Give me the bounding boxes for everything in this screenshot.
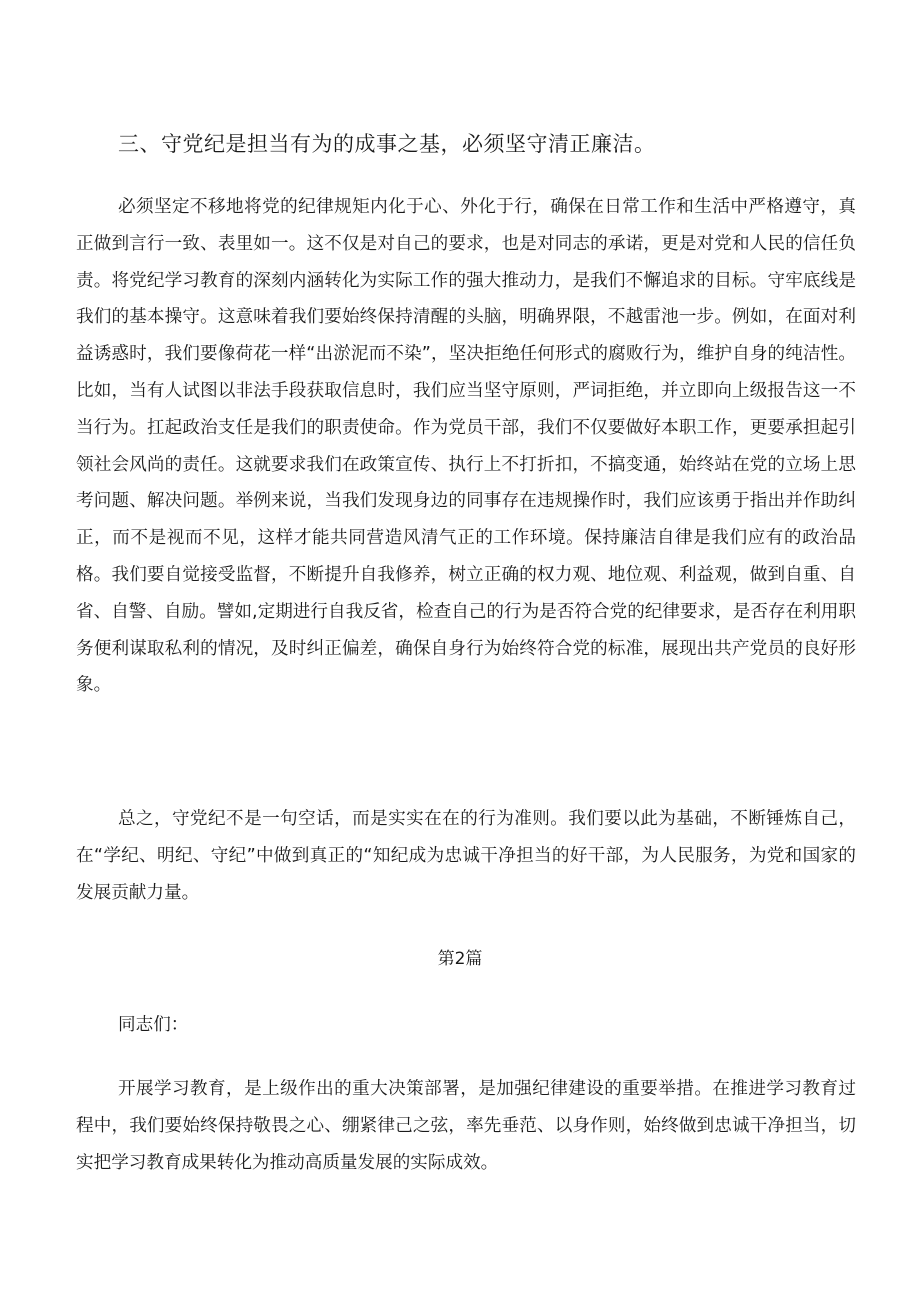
body-paragraph: 必须坚定不移地将党的纪律规矩内化于心、外化于行，确保在日常工作和生活中严格遵守，真正做到言行一致、表里如一。这不仅是对自己的要求，也是对同志的承诺，更是对党和人民的信任负责。将党纪学习教育的深刻内涵转化为实际工作的强大推动力，是我们不懈追求的目标。守牢底线是我们的基本操守。这意味着我们要始终保持清醒的头脑，明确界限，不越雷池一步。例如，在面对利益诱惑时，我们要像荷花一样“出淤泥而不染”，坚决拒绝任何形式的腐败行为，维护自身的纯洁性。比如，当有人试图以非法手段获取信息时，我们应当坚守原则，严词拒绝，并立即向上级报告这一不当行为。扛起政治支任是我们的职责使命。作为党员干部，我们不仅要做好本职工作，更要承担起引领社会风尚的责任。这就要求我们在政策宣传、执行上不打折扣，不搞变通，始终站在党的立场上思考问题、解决问题。举例来说，当我们发现身边的同事存在违规操作时，我们应该勇于指出并作助纠正，而不是视而不见，这样才能共同营造风清气正的工作环境。保持廉洁自律是我们应有的政治品格。我们要自觉接受监督，不断提升自我修养，树立正确的权力观、地位观、利益观，做到自重、自省、自警、自励。譬如,定期进行自我反省，检查自己的行为是否符合党的纪律要求，是否存在利用职务便利谋取私利的情况，及时纠正偏差，确保自身行为始终符合党的标准，展现出共产党员的良好形象。 [76,197,856,696]
part-title: 第2篇 [437,949,483,969]
opening-paragraph: 开展学习教育，是上级作出的重大决策部署，是加强纪律建设的重要举措。在推进学习教育过程中，我们要始终保持敬畏之心、绷紧律己之弦，率先垂范、以身作则，始终做到忠诚干净担当，切实把学习教育成果转化为推动高质量发展的实际成效。 [76,1079,856,1173]
conclusion-paragraph: 总之，守党纪不是一句空话，而是实实在在的行为准则。我们要以此为基础，不断锤炼自己，在“学纪、明纪、守纪”中做到真正的“知纪成为忠诚干净担当的好干部，为人民服务，为党和国家的发展贡献力量。 [76,809,856,903]
salutation: 同志们： [118,1015,189,1035]
section-heading: 三、守党纪是担当有为的成事之基，必须坚守清正廉洁。 [118,132,656,156]
